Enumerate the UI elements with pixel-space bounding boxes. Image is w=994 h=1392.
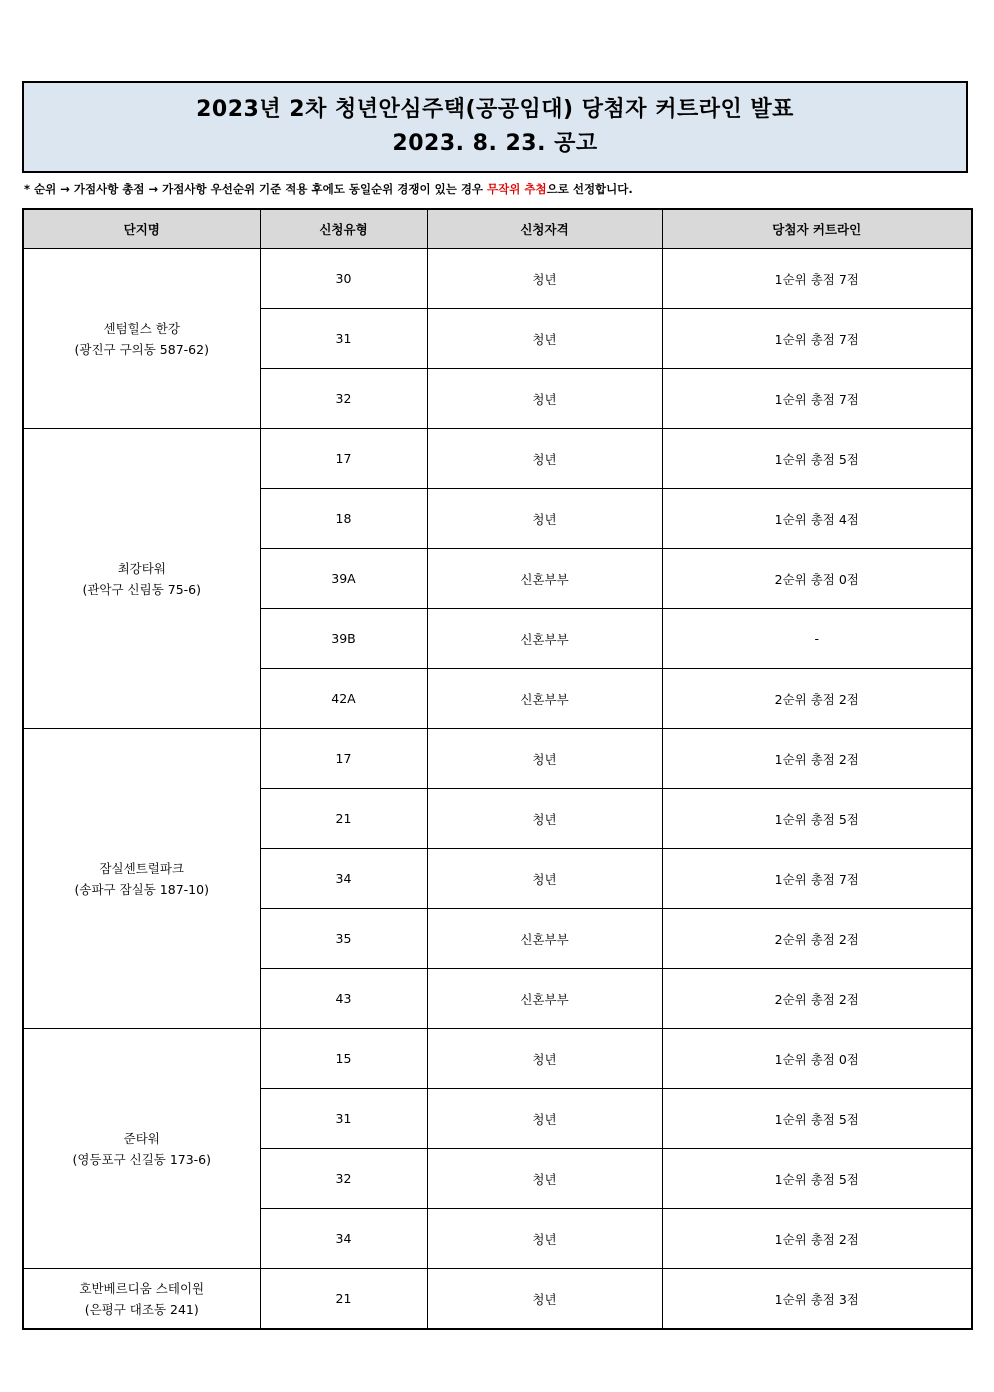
cutoff-cell: 1순위 총점 2점 xyxy=(662,729,972,789)
cutoff-cell: 1순위 총점 5점 xyxy=(662,1149,972,1209)
table-row xyxy=(23,429,972,489)
announcement-date: 2023. 8. 23. 공고 xyxy=(392,131,598,156)
application-type-cell: 34 xyxy=(260,849,427,909)
announcement-title-box xyxy=(22,81,968,173)
application-type-cell: 31 xyxy=(260,1089,427,1149)
qualification-cell: 청년 xyxy=(427,249,662,309)
cutoff-cell: 1순위 총점 5점 xyxy=(662,1089,972,1149)
qualification-cell: 신혼부부 xyxy=(427,969,662,1029)
application-type-cell: 34 xyxy=(260,1209,427,1269)
cutoff-cell: 2순위 총점 2점 xyxy=(662,909,972,969)
complex-cell xyxy=(23,249,260,429)
cutoff-cell: 1순위 총점 5점 xyxy=(662,429,972,489)
table-header-row xyxy=(23,209,972,249)
complex-cell xyxy=(23,429,260,729)
header-complex-name: 단지명 xyxy=(23,209,260,249)
cutoff-cell: 1순위 총점 7점 xyxy=(662,849,972,909)
table-row xyxy=(23,249,972,309)
application-type-cell: 18 xyxy=(260,489,427,549)
complex-name: 최강타워 xyxy=(117,560,166,576)
application-type-cell: 17 xyxy=(260,729,427,789)
cutoff-cell: 1순위 총점 0점 xyxy=(662,1029,972,1089)
complex-name: 호반베르디움 스테이원 xyxy=(79,1280,205,1296)
complex-address: (은평구 대조동 241) xyxy=(84,1301,199,1317)
cutoff-cell: 2순위 총점 2점 xyxy=(662,669,972,729)
application-type-cell: 42A xyxy=(260,669,427,729)
cutoff-cell: 1순위 총점 3점 xyxy=(662,1269,972,1330)
application-type-cell: 17 xyxy=(260,429,427,489)
application-type-cell: 43 xyxy=(260,969,427,1029)
complex-name: 잠실센트럴파크 xyxy=(99,860,185,876)
application-type-cell: 21 xyxy=(260,1269,427,1330)
table-body xyxy=(23,249,972,1330)
qualification-cell: 청년 xyxy=(427,429,662,489)
application-type-cell: 32 xyxy=(260,369,427,429)
cutoff-cell: 2순위 총점 2점 xyxy=(662,969,972,1029)
qualification-cell: 청년 xyxy=(427,1269,662,1330)
qualification-cell: 청년 xyxy=(427,489,662,549)
cutoff-cell: 1순위 총점 7점 xyxy=(662,309,972,369)
complex-address: (송파구 잠실동 187-10) xyxy=(74,881,209,897)
cutoff-table xyxy=(22,208,973,1330)
selection-note xyxy=(24,181,970,197)
application-type-cell: 15 xyxy=(260,1029,427,1089)
qualification-cell: 청년 xyxy=(427,1089,662,1149)
cutoff-cell: 1순위 총점 2점 xyxy=(662,1209,972,1269)
table-row xyxy=(23,729,972,789)
complex-name: 센텀힐스 한강 xyxy=(103,320,180,336)
qualification-cell: 청년 xyxy=(427,729,662,789)
cutoff-cell: 1순위 총점 5점 xyxy=(662,789,972,849)
qualification-cell: 청년 xyxy=(427,789,662,849)
complex-address: (광진구 구의동 587-62) xyxy=(74,341,209,357)
qualification-cell: 청년 xyxy=(427,1029,662,1089)
complex-address: (관악구 신림동 75-6) xyxy=(82,581,202,597)
application-type-cell: 31 xyxy=(260,309,427,369)
qualification-cell: 신혼부부 xyxy=(427,549,662,609)
application-type-cell: 39A xyxy=(260,549,427,609)
note-text-after: 으로 선정합니다. xyxy=(546,182,633,196)
application-type-cell: 30 xyxy=(260,249,427,309)
cutoff-cell: 1순위 총점 7점 xyxy=(662,249,972,309)
qualification-cell: 청년 xyxy=(427,369,662,429)
qualification-cell: 신혼부부 xyxy=(427,609,662,669)
application-type-cell: 32 xyxy=(260,1149,427,1209)
cutoff-cell: 1순위 총점 4점 xyxy=(662,489,972,549)
application-type-cell: 35 xyxy=(260,909,427,969)
table-row xyxy=(23,1269,972,1330)
table-row xyxy=(23,1029,972,1089)
header-qualification: 신청자격 xyxy=(427,209,662,249)
qualification-cell: 신혼부부 xyxy=(427,909,662,969)
cutoff-cell: - xyxy=(662,609,972,669)
cutoff-cell: 2순위 총점 0점 xyxy=(662,549,972,609)
qualification-cell: 청년 xyxy=(427,849,662,909)
complex-name: 준타워 xyxy=(123,1130,160,1146)
complex-cell xyxy=(23,1029,260,1269)
note-text-before: * 순위 → 가점사항 총점 → 가점사항 우선순위 기준 적용 후에도 동일순위 경쟁이 있는 경우 xyxy=(24,182,488,196)
application-type-cell: 39B xyxy=(260,609,427,669)
complex-address: (영등포구 신길동 173-6) xyxy=(72,1151,212,1167)
qualification-cell: 청년 xyxy=(427,309,662,369)
header-application-type: 신청유형 xyxy=(260,209,427,249)
note-highlight-random-draw: 무작위 추첨 xyxy=(487,182,547,196)
qualification-cell: 청년 xyxy=(427,1209,662,1269)
cutoff-cell: 1순위 총점 7점 xyxy=(662,369,972,429)
announcement-title: 2023년 2차 청년안심주택(공공임대) 당첨자 커트라인 발표 xyxy=(196,97,794,122)
application-type-cell: 21 xyxy=(260,789,427,849)
complex-cell xyxy=(23,729,260,1029)
qualification-cell: 신혼부부 xyxy=(427,669,662,729)
qualification-cell: 청년 xyxy=(427,1149,662,1209)
header-winner-cutoff: 당첨자 커트라인 xyxy=(662,209,972,249)
complex-cell xyxy=(23,1269,260,1330)
